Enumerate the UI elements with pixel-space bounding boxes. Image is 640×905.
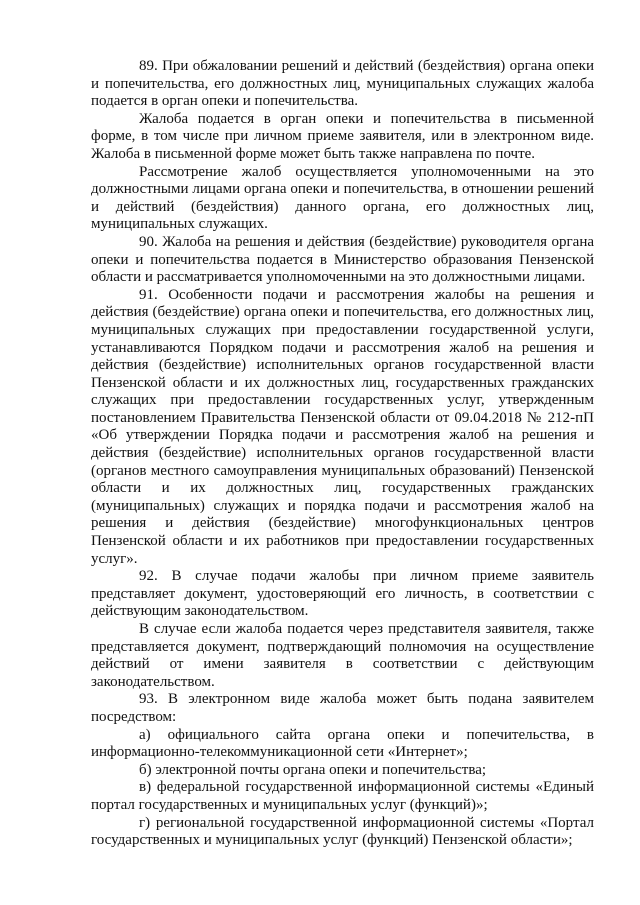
paragraph-90: 90. Жалоба на решения и действия (бездействие) руководителя органа опеки и попечительства подается в Министерство образования Пензенской области и рассматривается уполномоченными на это должностными лицами. [91,233,594,286]
list-item-v: в) федеральной государственной информационной системы «Единый портал государственных и муниципальных услуг (функций)»; [91,779,594,813]
list-item-g: г) региональной государственной информационной системы «Портал государственных и муниципальных услуг (функций) Пензенской области»; [91,814,594,849]
paragraph-91: 91. Особенности подачи и рассмотрения жалобы на решения и действия (бездействие) органа опеки и попечительства, его должностных лиц, муниципальных служащих при предоставлении государственной услуги, устанавливаются Порядком подачи и рассмотрения жалоб на решения и действия (бездействие) исполнительных органов государственной власти Пензенской области и их должностных лиц, государственных гражданских служащих при предоставлении государственных услуг, утвержденным постановлением Правительства Пензенской области от 09.04.2018 № 212-пП «Об утверждении Порядка подачи и рассмотрения жалоб на решения и действия (бездействие) исполнительных органов государственной власти (органов местного самоуправления муниципальных образований) Пензенской области и их должностных лиц, государственных гражданских (муниципальных) служащих и порядка подачи и рассмотрения жалоб на решения и действия (бездействие) многофункциональных центров Пензенской области и их работников при предоставлении государственных услуг». [91,286,594,567]
document-page [91,58,594,850]
list-item-b: б) электронной почты органа опеки и попечительства; [139,761,487,778]
paragraph-89: 89. При обжаловании решений и действий (бездействия) органа опеки и попечительства, его должностных лиц, муниципальных служащих жалоба подается в орган опеки и попечительства. [91,58,594,110]
list-item-a: а) официального сайта органа опеки и попечительства, в информационно-телекоммуникационной сети «Интернет»; [91,726,594,761]
paragraph-representative: В случае если жалоба подается через представителя заявителя, также представляется документ, подтверждающий полномочия на осуществление действий от имени заявителя в соответствии с действующим законодательством. [91,621,594,690]
paragraph-complaint-review: Рассмотрение жалоб осуществляется уполномоченными на это должностными лицами органа опеки и попечительства, в отношении решений и действий (бездействия) данного органа, его должностных лиц, муниципальных служащих. [91,163,594,233]
paragraph-complaint-form: Жалоба подается в орган опеки и попечительства в письменной форме, в том числе при личном приеме заявителя, или в электронном виде. Жалоба в письменной форме может быть также направлена по почте. [91,110,594,162]
paragraph-93: 93. В электронном виде жалоба может быть подана заявителем посредством: [91,691,594,725]
paragraph-92: 92. В случае подачи жалобы при личном приеме заявитель представляет документ, удостоверяющий его личность, в соответствии с действующим законодательством. [91,568,594,620]
